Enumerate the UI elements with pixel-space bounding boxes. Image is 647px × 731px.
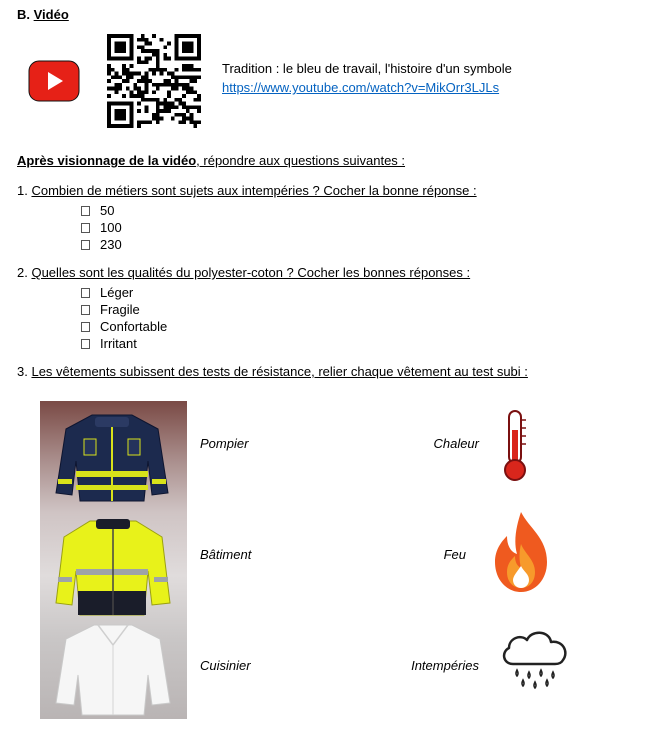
- question-2: [17, 265, 470, 281]
- section-header: [17, 7, 69, 23]
- question-text: Les vêtements subissent des tests de résistance, relier chaque vêtement au test subi :: [31, 364, 528, 379]
- option-irritant: Irritant: [100, 336, 137, 351]
- option-leger: Léger: [100, 285, 134, 300]
- test-label-intemperies: Intempéries: [411, 658, 479, 673]
- option-50: 50: [100, 203, 115, 218]
- video-title: Tradition : le bleu de travail, l'histoire d'un symbole: [222, 61, 512, 76]
- checkbox-50[interactable]: [81, 206, 90, 216]
- checkbox-confortable[interactable]: [81, 322, 90, 332]
- checkbox-irritant[interactable]: [81, 339, 90, 349]
- clothing-illustrations: [40, 401, 187, 719]
- thermometer-icon: [500, 408, 530, 487]
- question-text: Quelles sont les qualités du polyester-coton ? Cocher les bonnes réponses :: [31, 265, 471, 280]
- option-confortable: Confortable: [100, 319, 168, 334]
- question-1: [17, 183, 477, 199]
- checkbox-230[interactable]: [81, 240, 90, 250]
- section-prefix: B.: [17, 7, 30, 22]
- question-3: [17, 364, 528, 380]
- option-230: 230: [100, 237, 122, 252]
- checkbox-fragile[interactable]: [81, 305, 90, 315]
- video-link[interactable]: https://www.youtube.com/watch?v=MikOrr3LJLs: [222, 80, 500, 95]
- youtube-icon[interactable]: [28, 60, 80, 107]
- question-text: Combien de métiers sont sujets aux intempéries ? Cocher la bonne réponse :: [31, 183, 477, 198]
- job-label-cuisinier: Cuisinier: [200, 658, 251, 673]
- fire-icon: [489, 510, 553, 599]
- clothing-photo: [40, 401, 187, 719]
- intro-bold: Après visionnage de la vidéo: [17, 153, 197, 168]
- option-100: 100: [100, 220, 122, 235]
- job-label-batiment: Bâtiment: [200, 547, 252, 562]
- chef-jacket-image: [56, 625, 170, 715]
- question-number: 1.: [17, 183, 28, 198]
- question-number: 3.: [17, 364, 28, 379]
- qr-code-icon: [107, 34, 201, 133]
- intro-line: [17, 153, 405, 169]
- construction-jacket-image: [56, 519, 170, 615]
- checkbox-100[interactable]: [81, 223, 90, 233]
- section-title: Vidéo: [33, 7, 69, 22]
- rain-cloud-icon: [497, 628, 573, 697]
- intro-rest: , répondre aux questions suivantes :: [196, 153, 406, 168]
- checkbox-leger[interactable]: [81, 288, 90, 298]
- test-label-chaleur: Chaleur: [433, 436, 479, 451]
- firefighter-jacket-image: [56, 415, 168, 501]
- job-label-pompier: Pompier: [200, 436, 249, 451]
- option-fragile: Fragile: [100, 302, 140, 317]
- question-number: 2.: [17, 265, 28, 280]
- test-label-feu: Feu: [443, 547, 466, 562]
